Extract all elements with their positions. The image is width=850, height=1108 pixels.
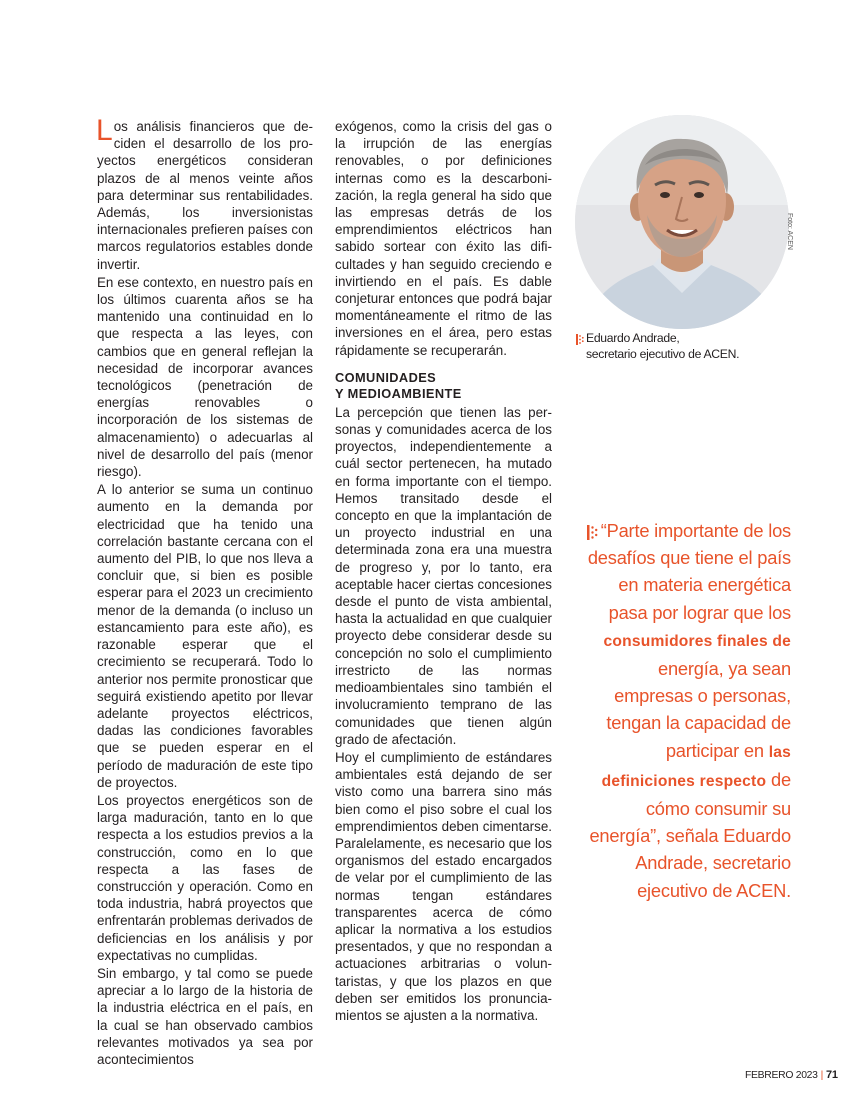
page-number: 71 xyxy=(826,1069,838,1081)
paragraph-1 xyxy=(96,114,313,273)
section-heading xyxy=(335,370,552,402)
paragraph-7: La percepción que tienen las personas y comunidades acerca de los proyectos, independientemente a cuál sector pertenecen, ha mutado en forma importante con el tiempo. Hemos transitado desde el concepto en que la implantación de un proyecto industrial en una determinada zona era una muestra de progreso y, por lo tanto, era aceptable hacer ciertas concesiones desde el punto de vista ambiental, hasta la actualidad en que cualquier proyecto debe considerar desde su concepción no solo el cumplimiento irrestricto de las normas medioambientales sino también el involucramiento temprano de las comunidades que tienen algún grado de afectación. xyxy=(335,404,552,747)
paragraph-4: Los proyectos energéticos son de larga maduración, tanto en lo que respecta a los estudios previos a la construcción, como en lo que respecta a las fases de construcción y operación. Como en toda industria, habrá proyectos que enfrentarán problemas derivados de deficiencias en los análisis y por expectativas no cumplidas. xyxy=(97,792,313,963)
paragraph-6: exógenos, como la crisis del gas o la irrupción de las energías renovables, o por definiciones internas como es la descarbonización, la regla general ha sido que las empresas detrás de los emprendimientos eléctricos han sabido sortear con éxito las dificultades y han seguido creciendo e invirtiendo en el país. Es dable conjeturar entonces que podrá bajar momentáneamente el ritmo de las inversiones en el área, pero estas rápidamente se recuperarán. xyxy=(335,119,552,358)
quote-text-3: de cómo consumir su energía”, señala Eduardo Andrade, secretario ejecutivo de ACEN. xyxy=(589,768,791,901)
photo-caption xyxy=(576,331,796,362)
portrait-photo xyxy=(575,115,789,329)
quote-highlight-1: consumidores finales de xyxy=(603,632,791,650)
caption-name: Eduardo Andrade, xyxy=(586,331,680,345)
paragraph-5: Sin embargo, y tal como se puede apreciar a lo largo de la historia de la industria eléctrica en el país, en la cual se han observado cambios relevantes motivados ya sea por acontecimientos xyxy=(97,965,313,1067)
drop-cap: L xyxy=(96,114,113,147)
paragraph-8: Hoy el cumplimiento de estándares ambientales está dejando de ser visto como una barrera sino más bien como el piso sobre el cual los emprendimientos deben cimentarse. Paralelamente, es necesario que los organismos del estado encargados de velar por el cumplimiento de las normas tengan estándares transparentes acerca de cómo aplicar la normativa a los estudios presentados, y que no respondan a actuaciones arbitrarias o voluntaristas, y que los plazos en que deben ser emitidos los pronunciamientos se ajusten a la normativa. xyxy=(335,749,552,1023)
quote-marker-icon xyxy=(587,525,598,540)
pull-quote xyxy=(575,517,791,904)
page-footer xyxy=(745,1069,838,1081)
footer-issue-date: FEBRERO 2023 xyxy=(745,1070,818,1081)
article-column-2 xyxy=(335,118,552,1025)
quote-text-2: energía, ya sean empresas o personas, tengan la capacidad de participar en xyxy=(606,658,791,761)
photo-credit: Foto: ACEN xyxy=(786,213,793,250)
caption-role: secretario ejecutivo de ACEN. xyxy=(586,346,740,361)
footer-separator: | xyxy=(820,1070,824,1081)
paragraph-2: En ese contexto, en nuestro país en los últimos cuarenta años se ha mantenido una continuidad en lo que respecta a las leyes, con cambios que en general reflejan la necesidad de incorporar avances tecnológicos (penetración de energías renovables o incorporación de los sistemas de almacenamiento) o adecuarlas al nivel de desarrollo del país (menor riesgo). xyxy=(97,274,313,480)
quote-text-1: “Parte importante de los desafíos que tiene el país en materia energética pasa por lograr que los xyxy=(587,520,791,623)
section-heading-line-1: COMUNIDADES xyxy=(335,369,437,385)
quote-highlight-2: las definiciones respecto xyxy=(601,743,791,790)
paragraph-3: A lo anterior se suma un continuo aumento en la demanda por electricidad que ha tenido una correlación bastante cercana con el aumento del PIB, lo que nos lleva a concluir que, si bien es posible esperar para el 2023 un crecimiento menor de la demanda (o incluso un estancamiento para este año), es razonable esperar que el crecimiento se recuperará. Todo lo anterior nos permite pronosticar que seguirá existiendo apetito por llevar adelante proyectos eléctricos, dadas las condiciones favorables que se pueden esperar en el período de maduración de este tipo de proyectos. xyxy=(97,482,313,790)
paragraph-1-text: os análisis financieros que deciden el desarrollo de los proyectos energéticos consideran plazos de al menos veinte años para determinar sus rentabilidades. Además, los inversionistas internacionales prefieren países con marcos regulatorios estables donde invertir. xyxy=(97,119,313,272)
article-column-1 xyxy=(96,114,313,1069)
portrait-illustration xyxy=(575,115,789,329)
caption-marker-icon xyxy=(576,334,584,345)
section-heading-line-2: Y MEDIOAMBIENTE xyxy=(335,385,462,401)
